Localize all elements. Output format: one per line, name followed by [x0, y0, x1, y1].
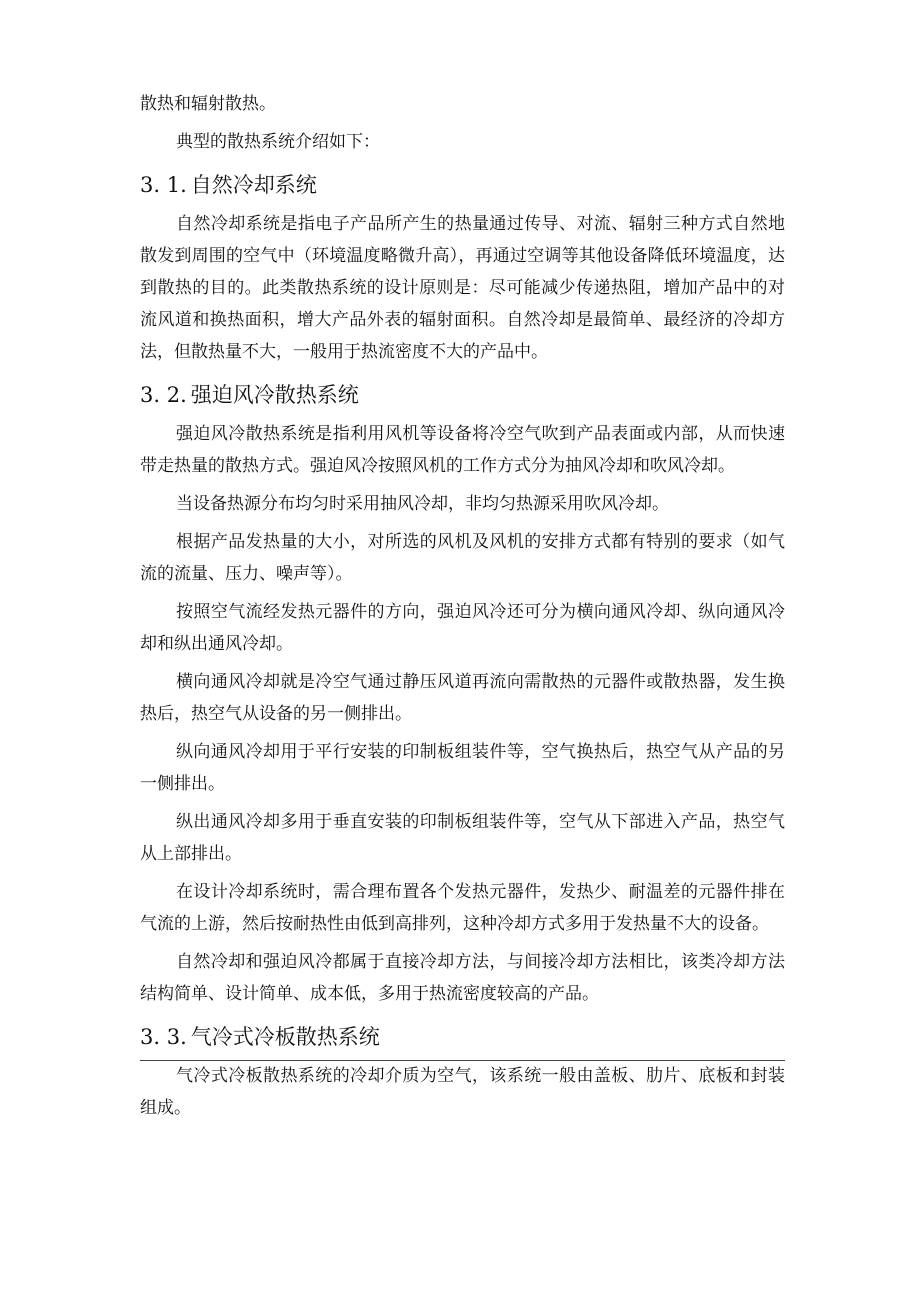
- section-title: 自然冷却系统: [190, 173, 317, 197]
- paragraph-forced-air-intro: 强迫风冷散热系统是指利用风机等设备将冷空气吹到产品表面或内部，从而快速带走热量的散热方式。强迫风冷按照风机的工作方式分为抽风冷却和吹风冷却。: [140, 424, 785, 476]
- paragraph-uniform-heat: 当设备热源分布均匀时采用抽风冷却，非均匀热源采用吹风冷却。: [176, 494, 669, 514]
- paragraph-design-layout: 在设计冷却系统时，需合理布置各个发热元器件，发热少、耐温差的元器件排在气流的上游，然后按耐热性由低到高排列，这种冷却方式多用于发热量不大的设备。: [140, 882, 785, 934]
- paragraph-vertical-exit: 纵出通风冷却多用于垂直安装的印制板组装件等，空气从下部进入产品，热空气从上部排出。: [140, 812, 785, 864]
- section-number: 3. 3.: [140, 1025, 187, 1049]
- paragraph-direct-cooling: 自然冷却和强迫风冷都属于直接冷却方法，与间接冷却方法相比，该类冷却方法结构简单、设计简单、成本低，多用于热流密度较高的产品。: [140, 952, 785, 1004]
- paragraph-transverse: 横向通风冷却就是冷空气通过静压风道再流向需散热的元器件或散热器，发生换热后，热空气从设备的另一侧排出。: [140, 672, 785, 724]
- section-number: 3. 2.: [140, 383, 187, 407]
- paragraph-fan-requirements: 根据产品发热量的大小，对所选的风机及风机的安排方式都有特别的要求（如气流的流量、压力、噪声等）。: [140, 532, 785, 584]
- paragraph-airflow-direction: 按照空气流经发热元器件的方向，强迫风冷还可分为横向通风冷却、纵向通风冷却和纵出通风冷却。: [140, 602, 785, 654]
- section-heading-3-3: [140, 1022, 785, 1052]
- section-title: 气冷式冷板散热系统: [190, 1025, 380, 1049]
- section-title: 强迫风冷散热系统: [190, 383, 359, 407]
- paragraph-longitudinal: 纵向通风冷却用于平行安装的印制板组装件等，空气换热后，热空气从产品的另一侧排出。: [140, 742, 785, 794]
- section-heading-3-2: [140, 380, 785, 410]
- paragraph-continuation: 散热和辐射散热。: [140, 94, 276, 114]
- paragraph-cold-plate: 气冷式冷板散热系统的冷却介质为空气，该系统一般由盖板、肋片、底板和封装组成。: [140, 1066, 785, 1118]
- section-heading-3-1: [140, 170, 785, 200]
- paragraph-intro: 典型的散热系统介绍如下：: [176, 132, 380, 152]
- section-number: 3. 1.: [140, 173, 187, 197]
- document-body: [140, 88, 785, 1130]
- paragraph-natural-cooling: 自然冷却系统是指电子产品所产生的热量通过传导、对流、辐射三种方式自然地散发到周围的空气中（环境温度略微升高），再通过空调等其他设备降低环境温度，达到散热的目的。此类散热系统的设计原则是：尽可能减少传递热阻，增加产品中的对流风道和换热面积，增大产品外表的辐射面积。自然冷却是最简单、最经济的冷却方法，但散热量不大，一般用于热流密度不大的产品中。: [140, 214, 785, 362]
- horizontal-divider: [140, 1060, 785, 1061]
